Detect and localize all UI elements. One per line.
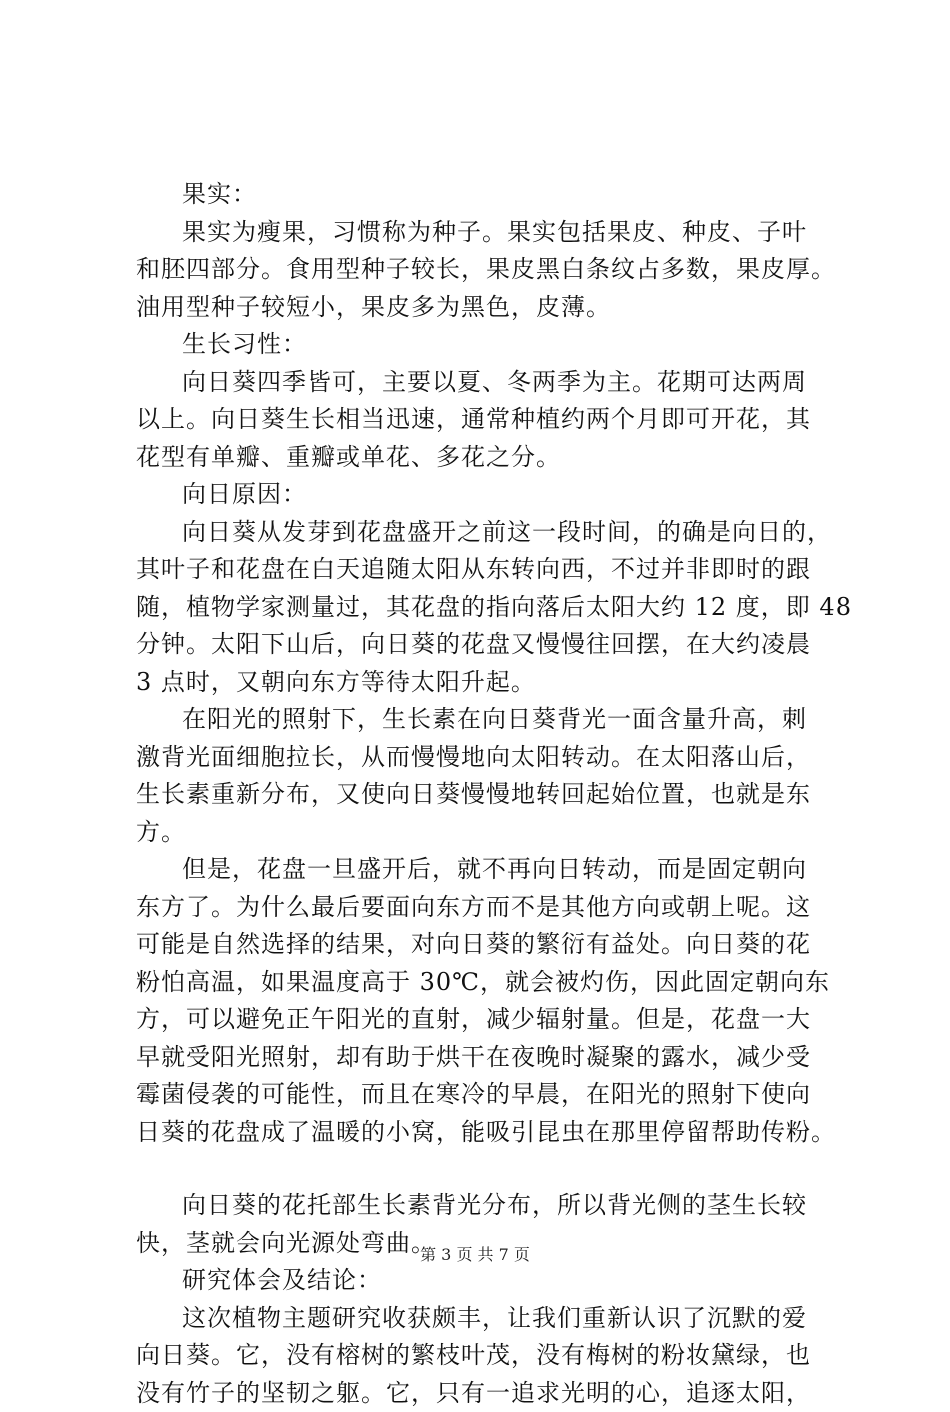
text-line: 霉菌侵袭的可能性，而且在寒冷的早晨，在阳光的照射下使向 [136, 1076, 851, 1114]
text-line: 没有竹子的坚韧之躯。它，只有一追求光明的心，追逐太阳， [136, 1375, 851, 1412]
text-line: 方。 [136, 814, 851, 852]
growth-heading [136, 326, 851, 364]
text-line: 可能是自然选择的结果，对向日葵的繁衍有益处。向日葵的花 [136, 926, 851, 964]
text-line: 研究体会及结论： [136, 1262, 851, 1300]
conclusion-heading [136, 1262, 851, 1300]
text-line: 这次植物主题研究收获颇丰，让我们重新认识了沉默的爱 [136, 1300, 851, 1338]
text-line: 果实为瘦果，习惯称为种子。果实包括果皮、种皮、子叶 [136, 214, 851, 252]
text-line: 3 点时，又朝向东方等待太阳升起。 [136, 664, 851, 702]
fruit-heading [136, 176, 851, 214]
text-line: 生长素重新分布，又使向日葵慢慢地转回起始位置，也就是东 [136, 776, 851, 814]
page-number-footer: 第 3 页 共 7 页 [0, 1244, 950, 1266]
text-line: 日葵的花盘成了温暖的小窝，能吸引昆虫在那里停留帮助传粉。 [136, 1114, 851, 1152]
text-line: 随，植物学家测量过，其花盘的指向落后太阳大约 12 度，即 48 [136, 589, 851, 627]
text-line: 分钟。太阳下山后，向日葵的花盘又慢慢往回摆，在大约凌晨 [136, 626, 851, 664]
text-line: 向日葵。它，没有榕树的繁枝叶茂，没有梅树的粉妆黛绿，也 [136, 1337, 851, 1375]
text-line: 以上。向日葵生长相当迅速，通常种植约两个月即可开花，其 [136, 401, 851, 439]
text-line: 快，茎就会向光源处弯曲。 [136, 1225, 851, 1263]
reason-heading [136, 476, 851, 514]
reason-paragraph-1 [136, 514, 851, 702]
text-line: 生长习性： [136, 326, 851, 364]
document-body [136, 176, 851, 1412]
growth-paragraph [136, 364, 851, 477]
text-line: 向日葵的花托部生长素背光分布，所以背光侧的茎生长较 [136, 1187, 851, 1225]
reason-paragraph-3 [136, 851, 851, 1151]
text-line: 和胚四部分。食用型种子较长，果皮黑白条纹占多数，果皮厚。 [136, 251, 851, 289]
text-line: 粉怕高温，如果温度高于 30℃，就会被灼伤，因此固定朝向东 [136, 964, 851, 1002]
text-line: 油用型种子较短小，果皮多为黑色，皮薄。 [136, 289, 851, 327]
conclusion-paragraph [136, 1300, 851, 1412]
reason-paragraph-2 [136, 701, 851, 851]
text-line: 方，可以避免正午阳光的直射，减少辐射量。但是，花盘一大 [136, 1001, 851, 1039]
text-line: 东方了。为什么最后要面向东方而不是其他方向或朝上呢。这 [136, 889, 851, 927]
text-line: 激背光面细胞拉长，从而慢慢地向太阳转动。在太阳落山后， [136, 739, 851, 777]
text-line: 但是，花盘一旦盛开后，就不再向日转动，而是固定朝向 [136, 851, 851, 889]
text-line: 其叶子和花盘在白天追随太阳从东转向西，不过并非即时的跟 [136, 551, 851, 589]
text-line: 向日葵从发芽到花盘盛开之前这一段时间，的确是向日的， [136, 514, 851, 552]
text-line: 向日原因： [136, 476, 851, 514]
paragraph-spacer [136, 1151, 851, 1187]
text-line: 在阳光的照射下，生长素在向日葵背光一面含量升高，刺 [136, 701, 851, 739]
text-line: 早就受阳光照射，却有助于烘干在夜晚时凝聚的露水，减少受 [136, 1039, 851, 1077]
fruit-paragraph [136, 214, 851, 327]
text-line: 花型有单瓣、重瓣或单花、多花之分。 [136, 439, 851, 477]
text-line: 果实： [136, 176, 851, 214]
text-line: 向日葵四季皆可，主要以夏、冬两季为主。花期可达两周 [136, 364, 851, 402]
